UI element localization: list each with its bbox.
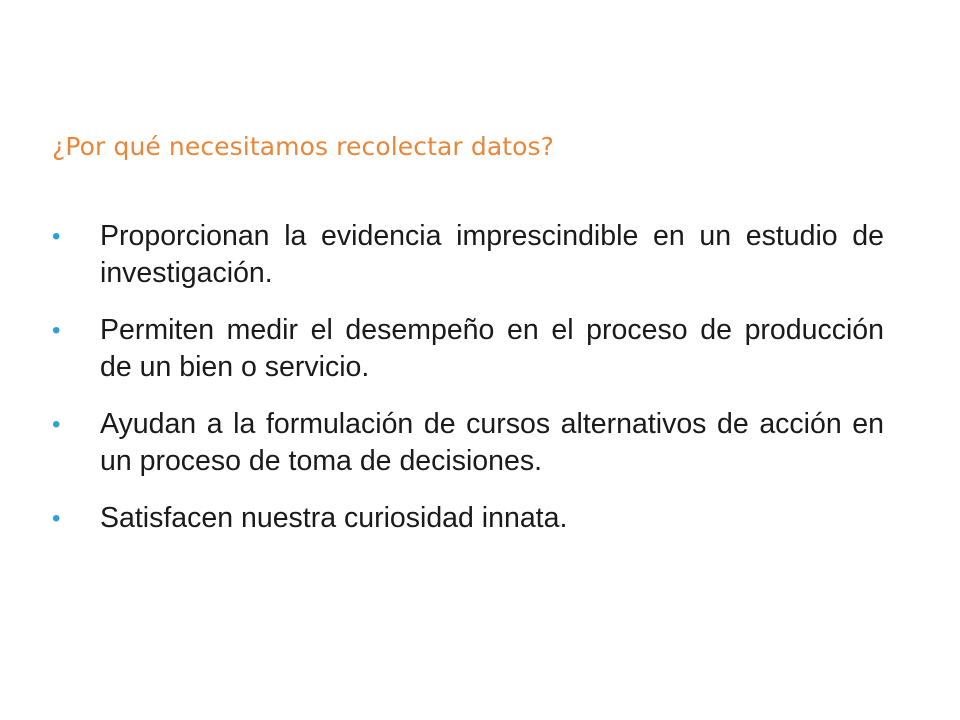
bullet-item xyxy=(52,312,884,386)
bullet-text: Ayudan a la formulación de cursos alternativos de acción en un proceso de toma de decisiones. xyxy=(100,408,884,477)
bullet-text: Satisfacen nuestra curiosidad innata. xyxy=(100,502,568,534)
bullet-icon: • xyxy=(52,317,61,344)
bullet-item xyxy=(52,406,884,480)
bullet-icon: • xyxy=(52,223,61,250)
bullet-item xyxy=(52,218,884,292)
bullet-list xyxy=(52,218,884,557)
bullet-item xyxy=(52,500,884,537)
bullet-text: Permiten medir el desempeño en el proceso de producción de un bien o servicio. xyxy=(100,314,884,383)
bullet-text: Proporcionan la evidencia imprescindible en un estudio de investigación. xyxy=(100,220,884,289)
bullet-icon: • xyxy=(52,411,61,438)
bullet-icon: • xyxy=(52,505,61,532)
slide-title: ¿Por qué necesitamos recolectar datos? xyxy=(52,132,555,161)
